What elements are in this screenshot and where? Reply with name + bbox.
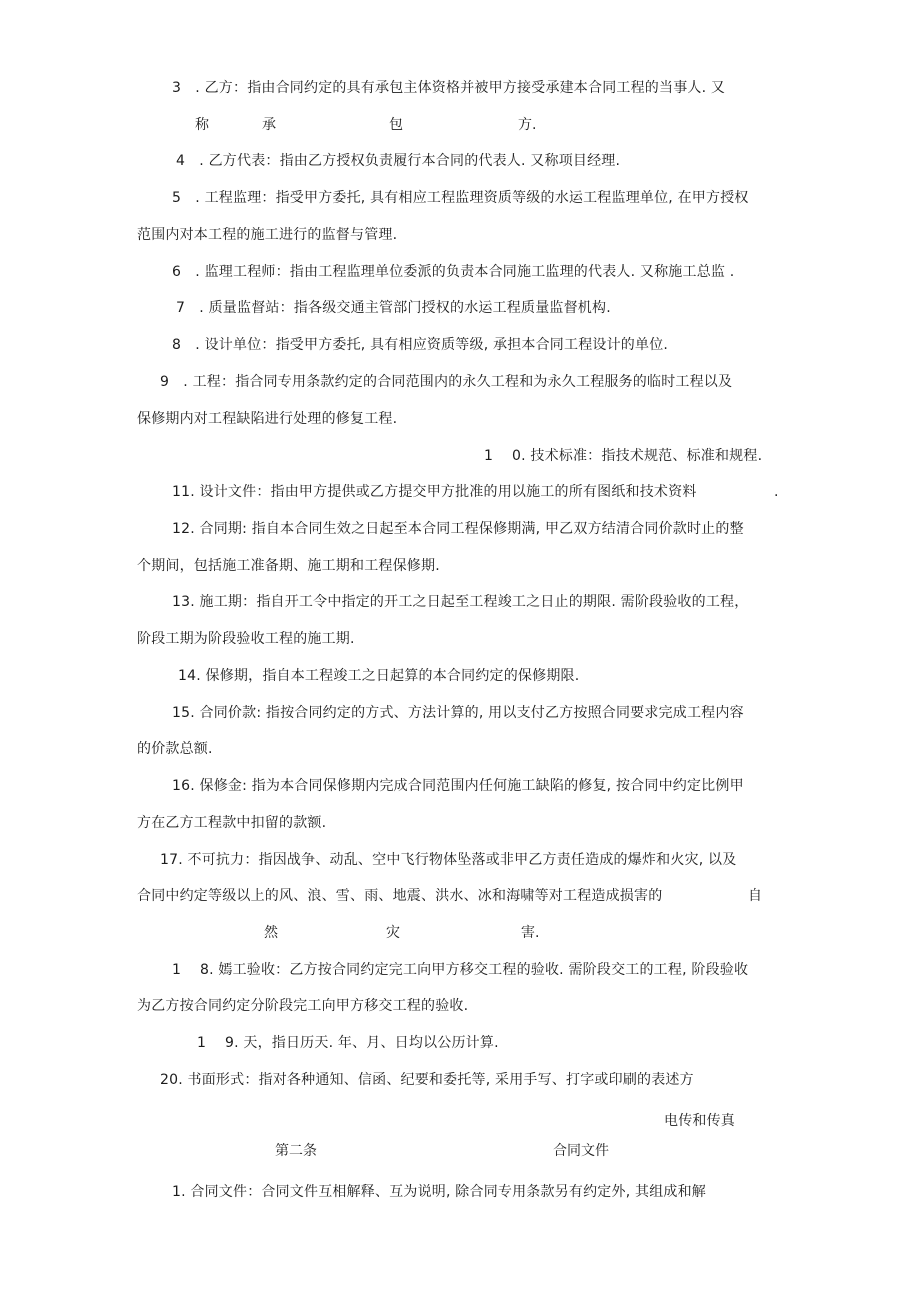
clause-11: 11. 设计文件：指由甲方提供或乙方提交甲方批准的用以施工的所有图纸和技术资料: [172, 484, 697, 500]
clause-3-word-4: 方.: [518, 117, 537, 133]
clause-12-line-1: 12. 合同期: 指自本合同生效之日起至本合同工程保修期满, 甲乙双方结清合同价款时止的整: [172, 521, 744, 537]
clause-17-word-4: 害.: [521, 925, 540, 941]
clause-17-line-1: 17. 不可抗力：指因战争、动乱、空中飞行物体坠落或非甲乙方责任造成的爆炸和火灾, 以及: [160, 852, 737, 868]
clause-18-line-2: 为乙方按合同约定分阶段完工向甲方移交工程的验收.: [137, 998, 469, 1014]
clause-5-line-1: 5 . 工程监理：指受甲方委托, 具有相应工程监理资质等级的水运工程监理单位, 在甲方授权: [172, 190, 749, 206]
clause-10: 1 0. 技术标准：指技术规范、标准和规程.: [484, 448, 763, 464]
article-2-clause-1: 1. 合同文件：合同文件互相解释、互为说明, 除合同专用条款另有约定外, 其组成和解: [172, 1184, 707, 1200]
clause-17-line-2: 合同中约定等级以上的风、浪、雪、雨、地震、洪水、冰和海啸等对工程造成损害的: [137, 888, 663, 904]
clause-3-line-1: 3 . 乙方：指由合同约定的具有承包主体资格并被甲方接受承建本合同工程的当事人. 又: [172, 80, 726, 96]
clause-9-line-1: 9 . 工程：指合同专用条款约定的合同范围内的永久工程和为永久工程服务的临时工程以及: [160, 374, 733, 390]
clause-17-word-1: 自: [748, 888, 762, 904]
clause-17-word-3: 灾: [386, 925, 400, 941]
clause-9-line-2: 保修期内对工程缺陷进行处理的修复工程.: [137, 411, 398, 427]
clause-5-line-2: 范围内对本工程的施工进行的监督与管理.: [137, 227, 398, 243]
clause-17-word-2: 然: [264, 925, 278, 941]
clause-3-word-3: 包: [389, 117, 403, 133]
clause-14: 14. 保修期，指自本工程竣工之日起算的本合同约定的保修期限.: [178, 668, 580, 684]
clause-6: 6 . 监理工程师：指由工程监理单位委派的负责本合同施工监理的代表人. 又称施工总监 .: [172, 264, 735, 280]
clause-3-word-1: 称: [195, 117, 209, 133]
clause-20-line-1: 20. 书面形式：指对各种通知、信函、纪要和委托等, 采用手写、打字或印刷的表述方: [160, 1072, 694, 1088]
clause-8: 8 . 设计单位：指受甲方委托, 具有相应资质等级, 承担本合同工程设计的单位.: [172, 337, 669, 353]
clause-16-line-2: 方在乙方工程款中扣留的款额.: [137, 815, 327, 831]
clause-13-line-1: 13. 施工期：指自开工令中指定的开工之日起至工程竣工之日止的期限. 需阶段验收的工程，: [172, 594, 749, 610]
clause-11-trailing-period: .: [774, 484, 779, 500]
clause-3-word-2: 承: [262, 117, 276, 133]
clause-4: 4 . 乙方代表：指由乙方授权负责履行本合同的代表人. 又称项目经理.: [176, 153, 621, 169]
clause-20-line-2: 电传和传真: [664, 1113, 735, 1129]
clause-18-line-1: 1 8. 嫣工验收：乙方按合同约定完工向甲方移交工程的验收. 需阶段交工的工程, 阶段验收: [172, 962, 749, 978]
article-number: 第二条: [275, 1143, 317, 1159]
clause-7: 7 . 质量监督站：指各级交通主管部门授权的水运工程质量监督机构.: [176, 300, 611, 316]
article-title: 合同文件: [553, 1143, 609, 1159]
clause-12-line-2: 个期间，包括施工准备期、施工期和工程保修期.: [137, 558, 440, 574]
clause-13-line-2: 阶段工期为阶段验收工程的施工期.: [137, 631, 355, 647]
clause-15-line-1: 15. 合同价款: 指按合同约定的方式、方法计算的, 用以支付乙方按照合同要求完成工程内容: [172, 705, 744, 721]
clause-16-line-1: 16. 保修金: 指为本合同保修期内完成合同范围内任何施工缺陷的修复, 按合同中约定比例甲: [172, 778, 744, 794]
clause-19: 1 9. 天，指日历天. 年、月、日均以公历计算.: [197, 1035, 499, 1051]
clause-15-line-2: 的价款总额.: [137, 741, 213, 757]
